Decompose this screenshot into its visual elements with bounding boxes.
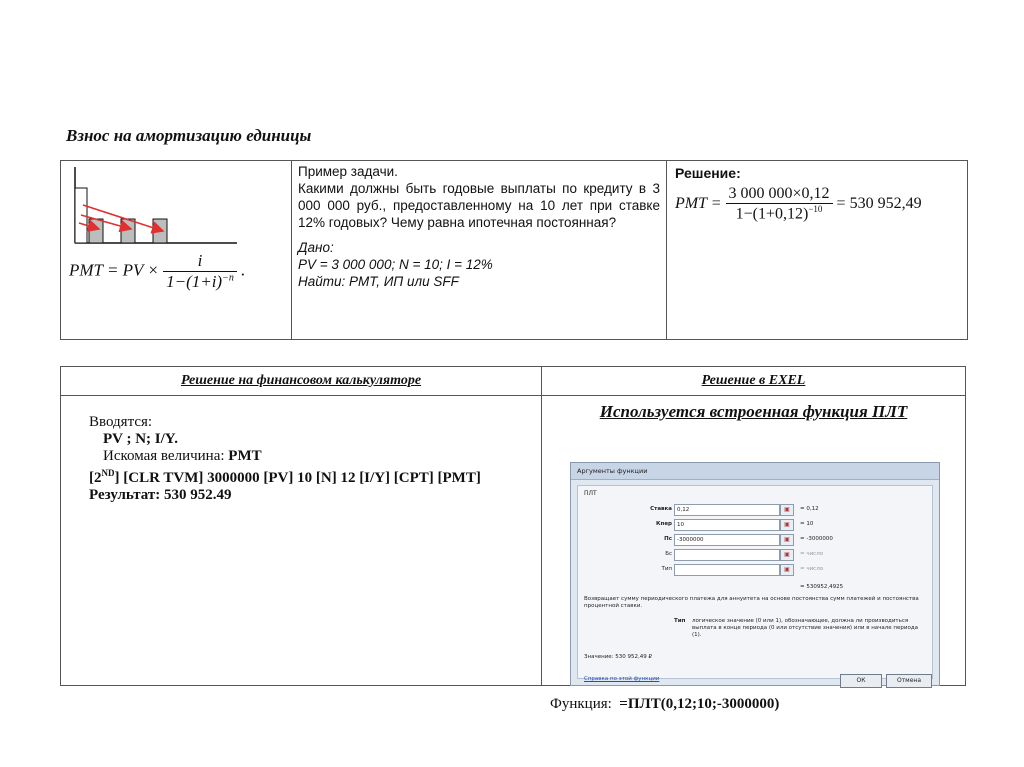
dialog-title: Аргументы функции: [571, 463, 939, 480]
given-label: Дано:: [298, 240, 334, 255]
collapse-icon[interactable]: ▣: [780, 504, 794, 516]
solution-title: Решение:: [675, 165, 741, 181]
task-heading: Пример задачи.: [298, 164, 398, 179]
type-description: логическое значение (0 или 1), обозначающее, должна ли производиться выплата в конце периода (0 или отсутствие значения) или в начале периода (1).: [692, 618, 919, 638]
cancel-button[interactable]: Отмена: [886, 674, 932, 688]
collapse-icon[interactable]: ▣: [780, 549, 794, 561]
arg-row-fv: Бс ▣ = число: [578, 549, 932, 561]
find-line: Найти: PMT, ИП или SFF: [298, 274, 459, 289]
arg-row-rate: Ставка 0,12 ▣ = 0,12: [578, 504, 932, 516]
task-text: Какими должны быть годовые выплаты по кредиту в 3 000 000 руб., предоставленному на 10 лет при ставке 12% годовых? Чему равна ипотечная постоянная?: [298, 181, 660, 230]
value-line: Значение: 530 952,49 ₽: [584, 654, 653, 660]
amortization-diagram: [61, 161, 291, 251]
function-arguments-dialog: [570, 462, 940, 686]
task-cell: [292, 161, 667, 340]
payment-bar-2: [121, 219, 135, 243]
calc-cell: [61, 396, 542, 686]
total-result: = 530952,4925: [800, 584, 844, 590]
diagram-cell: [61, 161, 292, 340]
collapse-icon[interactable]: ▣: [780, 534, 794, 546]
given-values: PV = 3 000 000; N = 10; I = 12%: [298, 257, 493, 272]
collapse-icon[interactable]: ▣: [780, 564, 794, 576]
type-input[interactable]: [674, 564, 780, 576]
function-line: Функция: =ПЛТ(0,12;10;-3000000): [550, 696, 780, 712]
example-table: [60, 160, 968, 340]
calc-inputs: PV ; N; I/Y.: [103, 431, 179, 447]
function-description: Возвращает сумму периодического платежа для аннуитета на основе постоянства сумм платежей и постоянства процентной ставки.: [584, 596, 919, 609]
solution-formula: PMT = $\frac{3 000 000\times 0,12}{1-(1+0,12)^{-10}}$ = 530 952,49: [675, 185, 922, 223]
calc-sought: Искомая величина: PMT: [103, 448, 262, 464]
nper-input[interactable]: 10: [674, 519, 780, 531]
dialog-body: [577, 485, 933, 684]
rate-input[interactable]: 0,12: [674, 504, 780, 516]
calc-keys: [2ND] [CLR TVM] 3000000 [PV] 10 [N] 12 [I/Y] [CPT] [PMT]: [89, 468, 481, 486]
function-name: ПЛТ: [584, 490, 597, 497]
excel-cell: [542, 396, 966, 712]
solution-cell: [667, 161, 968, 340]
ok-button[interactable]: ОК: [840, 674, 882, 688]
fv-input[interactable]: [674, 549, 780, 561]
calc-result: Результат: 530 952.49: [89, 487, 232, 503]
payment-bar-1: [89, 219, 103, 243]
excel-header: Решение в EXEL: [542, 367, 966, 396]
pmt-formula: PMT = PV × $\frac{i}{1-(1+i)^{-n}}$ .: [69, 251, 246, 291]
page-title: Взнос на амортизацию единицы: [66, 126, 312, 145]
type-label: Тип: [674, 618, 686, 624]
help-link[interactable]: Справка по этой функции: [584, 676, 660, 682]
arg-row-type: Тип ▣ = число: [578, 564, 932, 576]
formula-fraction: $\frac{i}{1-(1+i)^{-n}}$: [163, 251, 237, 292]
excel-title: Используется встроенная функция ПЛТ: [599, 402, 908, 421]
calc-intro: Вводятся:: [89, 414, 153, 430]
payment-bar-3: [153, 219, 167, 243]
arg-row-nper: Кпер 10 ▣ = 10: [578, 519, 932, 531]
solution-fraction: $\frac{3 000 000\times 0,12}{1-(1+0,12)^{-10}}$: [726, 185, 833, 223]
arg-row-pv: Пс -3000000 ▣ = -3000000: [578, 534, 932, 546]
collapse-icon[interactable]: ▣: [780, 519, 794, 531]
calc-header: Решение на финансовом калькуляторе: [61, 367, 542, 396]
solutions-table: [60, 366, 966, 712]
pv-input[interactable]: -3000000: [674, 534, 780, 546]
